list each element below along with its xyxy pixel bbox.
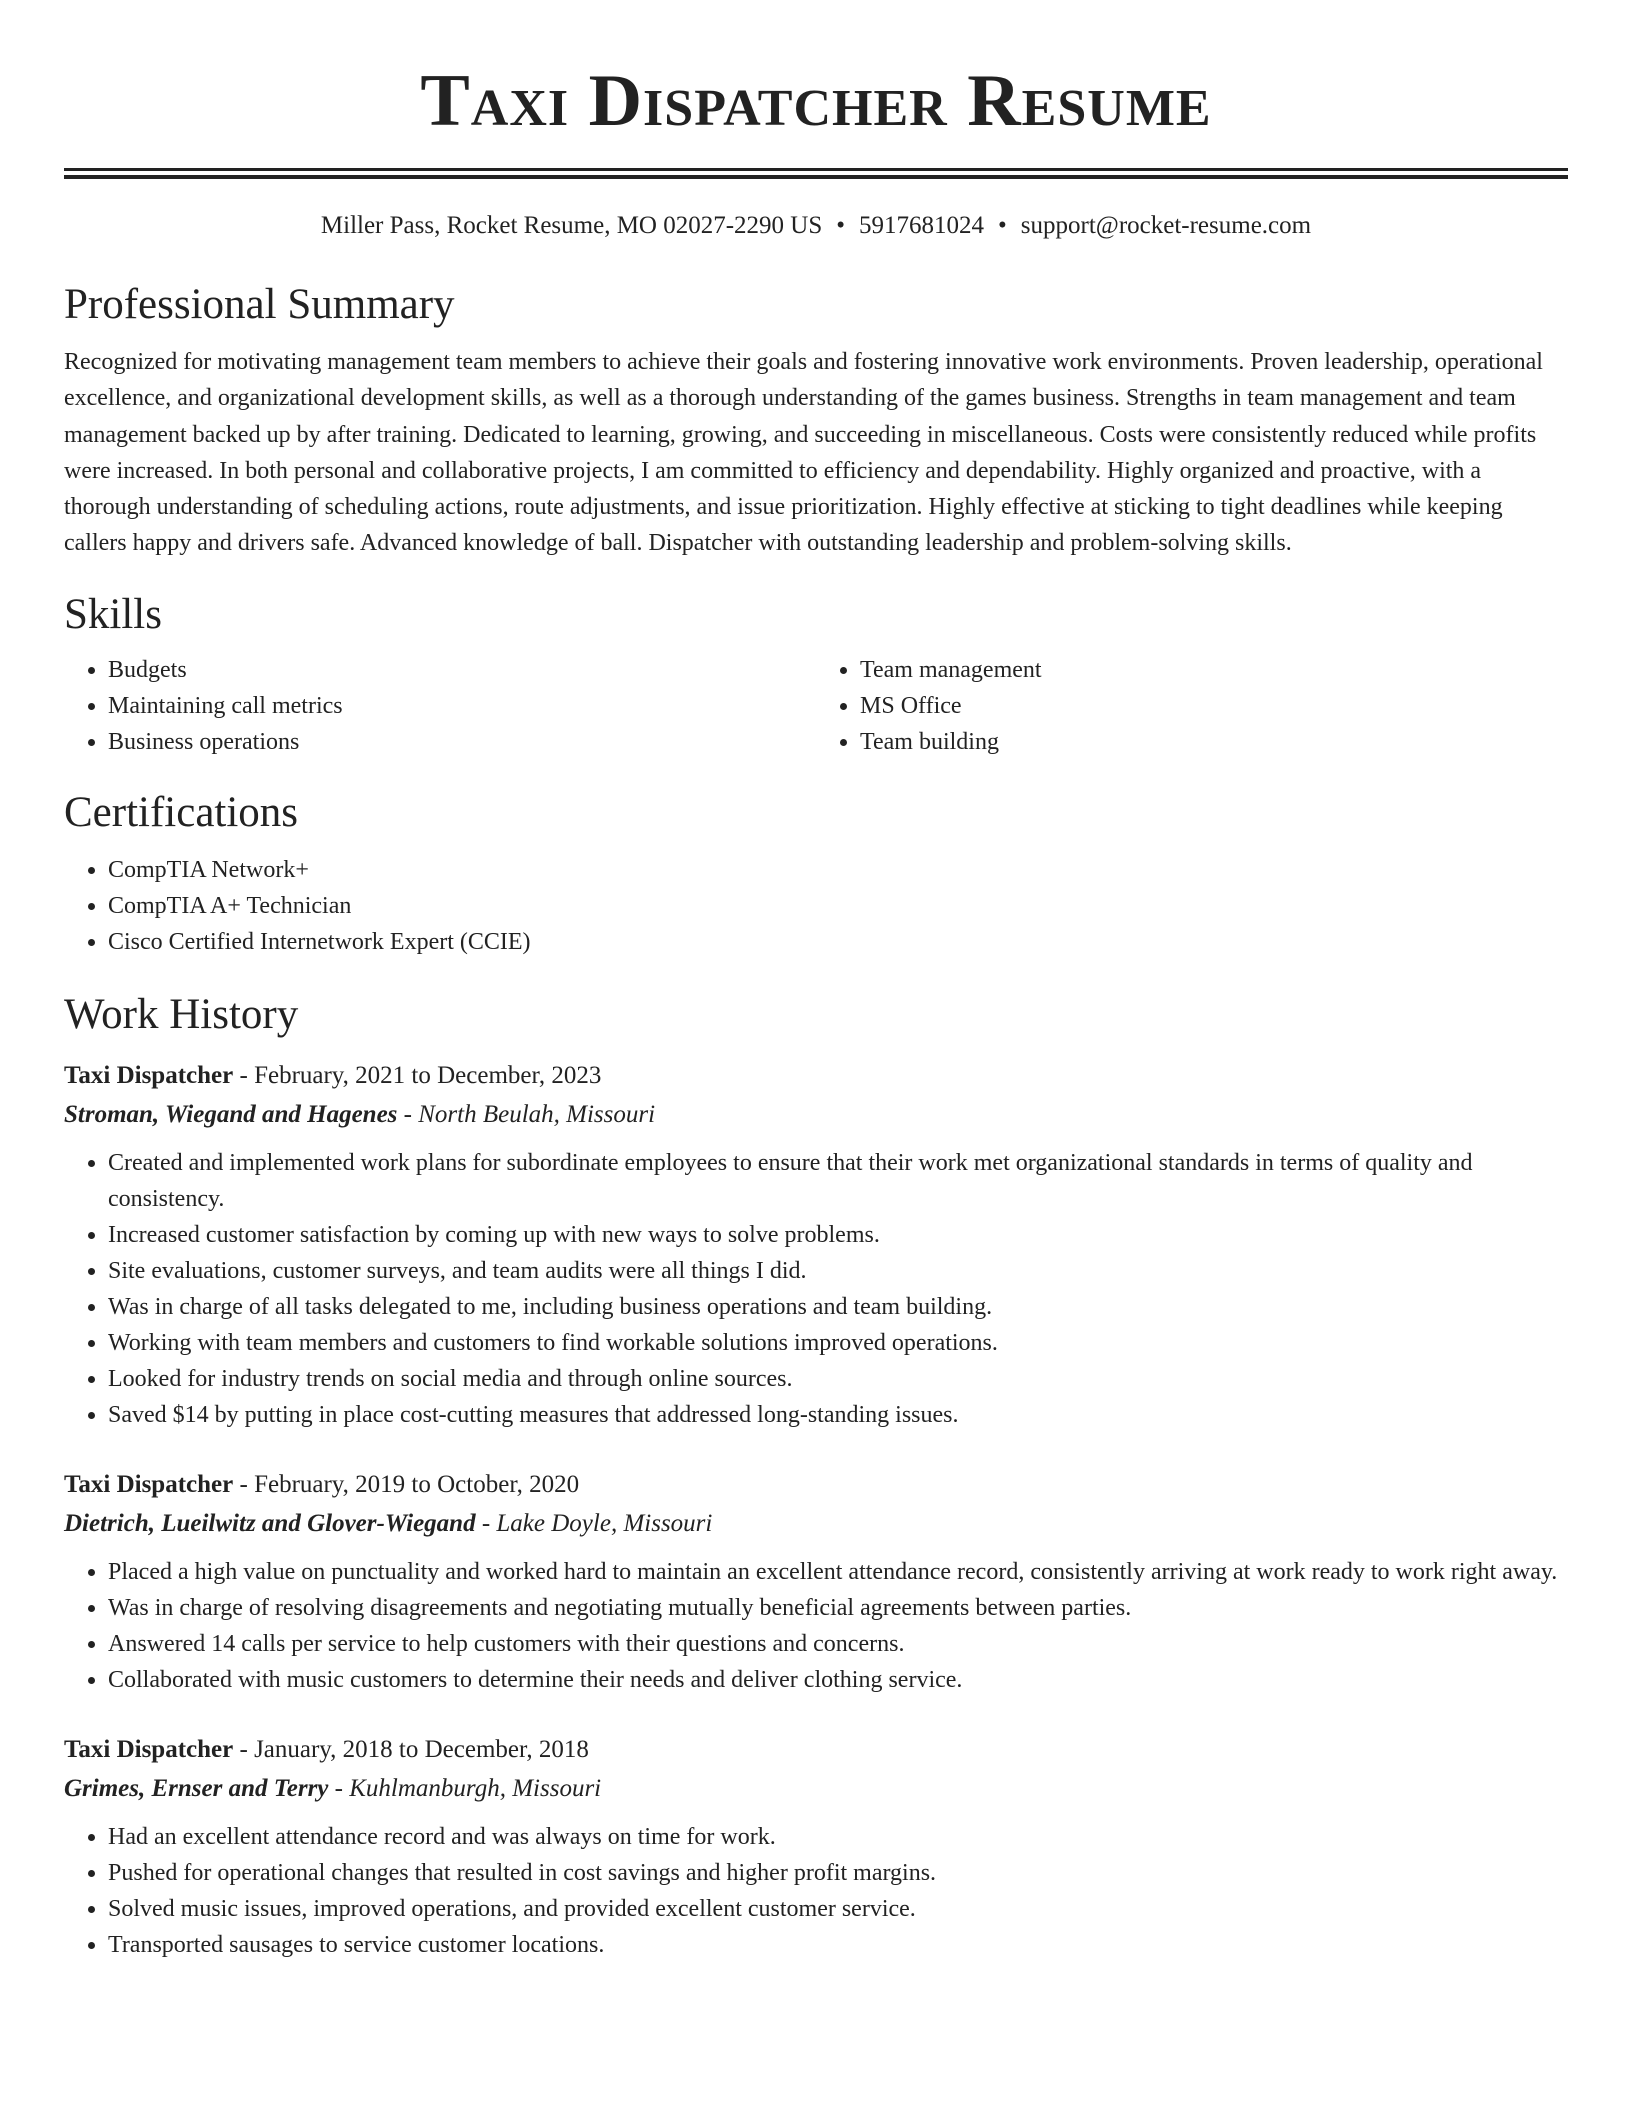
job-entry <box>64 1466 1568 1698</box>
skill-item: • Team management <box>860 652 1568 688</box>
duty-item: • Was in charge of resolving disagreements and negotiating mutually beneficial agreements between parties. <box>108 1590 1568 1626</box>
contact-line <box>64 211 1568 241</box>
dash: - <box>328 1774 350 1802</box>
job-dates: February, 2021 to December, 2023 <box>254 1061 602 1089</box>
certification-item: • CompTIA A+ Technician <box>108 888 1568 924</box>
skill-item: • Business operations <box>108 724 816 760</box>
skills-list-left <box>64 652 816 760</box>
work-history-heading: Work History <box>64 990 299 1038</box>
duty-item: • Site evaluations, customer surveys, and team audits were all things I did. <box>108 1253 1568 1289</box>
company-name: Dietrich, Lueilwitz and Glover-Wiegand <box>64 1509 476 1537</box>
skill-item: • Maintaining call metrics <box>108 688 816 724</box>
skill-item: • MS Office <box>860 688 1568 724</box>
duty-item: • Pushed for operational changes that resulted in cost savings and higher profit margins. <box>108 1855 1568 1891</box>
duty-item: • Answered 14 calls per service to help customers with their questions and concerns. <box>108 1626 1568 1662</box>
skills-list-right <box>816 652 1568 760</box>
skills-columns <box>64 652 1568 760</box>
dash: - <box>233 1061 255 1089</box>
duty-item: • Solved music issues, improved operations, and provided excellent customer service. <box>108 1891 1568 1927</box>
job-title-line <box>64 1057 1568 1095</box>
job-title-line <box>64 1731 1568 1769</box>
certifications-list <box>64 852 1568 960</box>
duties-list <box>64 1819 1568 1963</box>
company-location: Lake Doyle, Missouri <box>496 1509 713 1537</box>
skills-heading: Skills <box>64 590 162 638</box>
skill-item: • Budgets <box>108 652 816 688</box>
resume-title: Taxi Dispatcher Resume <box>420 60 1212 142</box>
company-line <box>64 1769 1568 1809</box>
duty-item: • Placed a high value on punctuality and worked hard to maintain an excellent attendance record, consistently arriving at work ready to work right away. <box>108 1554 1568 1590</box>
certification-item: • Cisco Certified Internetwork Expert (CCIE) <box>108 924 1568 960</box>
duties-list <box>64 1554 1568 1698</box>
summary-text: Recognized for motivating management team members to achieve their goals and fostering innovative work environments. Proven leadership, operational excellence, and organizational development skills, as well as a thorough understanding of the games business. Strengths in team management and team management backed up by after training. Dedicated to learning, growing, and succeeding in miscellaneous. Costs were consistently reduced while profits were increased. In both personal and collaborative projects, I am committed to efficiency and dependability. Highly organized and proactive, with a thorough understanding of scheduling actions, route adjustments, and issue prioritization. Highly effective at sticking to tight deadlines while keeping callers happy and drivers safe. Advanced knowledge of ball. Dispatcher with outstanding leadership and problem-solving skills. <box>64 349 1543 557</box>
job-dates: January, 2018 to December, 2018 <box>254 1735 589 1763</box>
duty-item: • Transported sausages to service customer locations. <box>108 1927 1568 1963</box>
job-entry <box>64 1057 1568 1433</box>
job-title: Taxi Dispatcher <box>64 1470 234 1498</box>
company-line <box>64 1095 1568 1135</box>
duty-item: • Saved $14 by putting in place cost-cutting measures that addressed long-standing issues. <box>108 1397 1568 1433</box>
certifications-heading: Certifications <box>64 788 299 836</box>
contact-separator: • <box>836 212 846 239</box>
contact-address: Miller Pass, Rocket Resume, MO 02027-2290 US <box>320 212 823 239</box>
company-name: Grimes, Ernser and Terry <box>64 1774 329 1802</box>
job-title: Taxi Dispatcher <box>64 1735 234 1763</box>
dash: - <box>397 1100 419 1128</box>
contact-email: support@rocket-resume.com <box>1020 212 1312 239</box>
job-dates: February, 2019 to October, 2020 <box>254 1470 580 1498</box>
contact-separator: • <box>998 212 1007 239</box>
duty-item: • Was in charge of all tasks delegated to me, including business operations and team building. <box>108 1289 1568 1325</box>
duty-item: • Created and implemented work plans for subordinate employees to ensure that their work met organizational standards in terms of quality and consistency. <box>108 1145 1568 1217</box>
skill-item: • Team building <box>860 724 1568 760</box>
job-title: Taxi Dispatcher <box>64 1061 234 1089</box>
dash: - <box>233 1735 255 1763</box>
company-location: Kuhlmanburgh, Missouri <box>349 1774 602 1802</box>
duty-item: • Increased customer satisfaction by coming up with new ways to solve problems. <box>108 1217 1568 1253</box>
company-location: North Beulah, Missouri <box>418 1100 656 1128</box>
dash: - <box>475 1509 497 1537</box>
company-name: Stroman, Wiegand and Hagenes <box>64 1100 398 1128</box>
summary-heading: Professional Summary <box>64 281 455 328</box>
company-line <box>64 1504 1568 1544</box>
duty-item: • Collaborated with music customers to determine their needs and deliver clothing service. <box>108 1662 1568 1698</box>
duty-item: • Had an excellent attendance record and was always on time for work. <box>108 1819 1568 1855</box>
job-title-line <box>64 1466 1568 1504</box>
certification-item: • CompTIA Network+ <box>108 852 1568 888</box>
duty-item: • Looked for industry trends on social media and through online sources. <box>108 1361 1568 1397</box>
title-double-rule <box>64 168 1568 179</box>
duty-item: • Working with team members and customers to find workable solutions improved operations. <box>108 1325 1568 1361</box>
duties-list <box>64 1145 1568 1433</box>
dash: - <box>233 1470 255 1498</box>
contact-phone: 5917681024 <box>859 212 985 239</box>
job-entry <box>64 1731 1568 1963</box>
